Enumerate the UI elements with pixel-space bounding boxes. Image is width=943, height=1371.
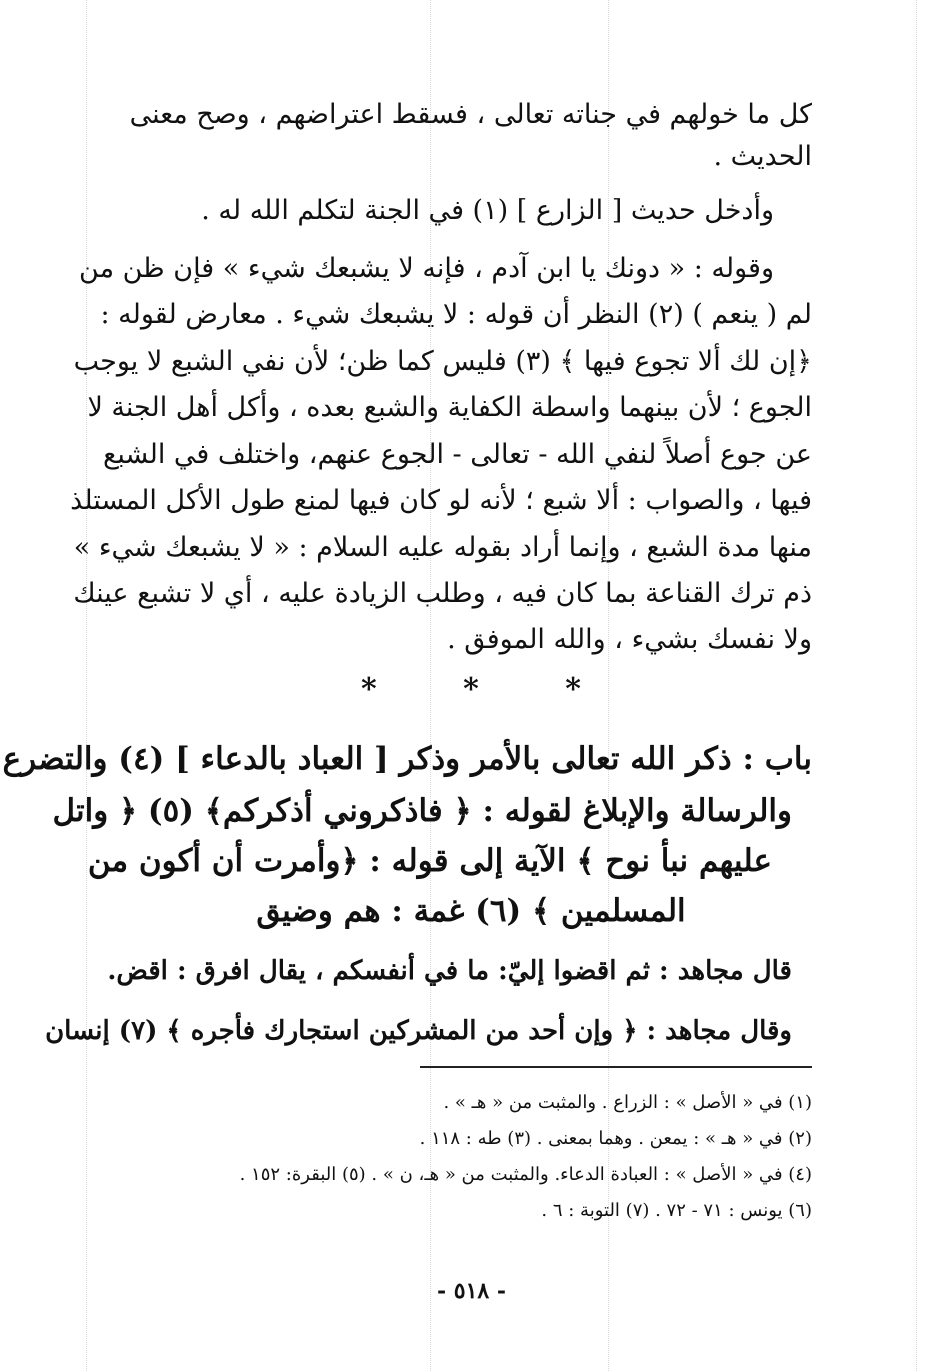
body-line: ﴿إن لك ألا تجوع فيها ﴾ (٣) فليس كما ظن؛ لأن نفي الشبع لا يوجب [73,346,812,377]
chapter-heading-line: باب : ذكر الله تعالى بالأمر وذكر [ العباد بالدعاء ] (٤) والتضرع [2,741,812,777]
body-line: منها مدة الشبع ، وإنما أراد بقوله عليه السلام : « لا يشبعك شيء » [73,532,812,563]
body-line: الجوع ؛ لأن بينهما واسطة الكفاية والشبع بعده ، وأكل أهل الجنة لا [87,392,812,423]
subheading-line: قال مجاهد : ثم اقضوا إليّ: ما في أنفسكم ، يقال افرق : اقض. [107,956,792,986]
footnote: (٦) يونس : ٧١ - ٧٢ . (٧) التوبة : ٦ . [541,1200,812,1221]
body-line: فيها ، والصواب : ألا شبع ؛ لأنه لو كان فيها لمنع طول الأكل المستلذ [70,485,812,516]
body-line: عن جوع أصلاً لنفي الله - تعالى - الجوع عنهم، واختلف في الشبع [103,439,812,470]
chapter-heading-line: المسلمين ﴾ (٦) غمة : هم وضيق [256,893,686,929]
star-ornament: * [360,672,377,707]
chapter-heading-line: والرسالة والإبلاغ لقوله : ﴿ فاذكروني أذكركم﴾ (٥) ﴿ واتل [52,793,792,829]
scan-guide-line [916,0,917,1371]
body-line: كل ما خولهم في جناته تعالى ، فسقط اعتراضهم ، وصح معنى [129,99,812,130]
body-line: وقوله : « دونك يا ابن آدم ، فإنه لا يشبعك شيء » فإن ظن من [79,253,774,284]
scan-guide-line [86,0,87,1371]
star-ornament: * [565,672,581,707]
body-line: الحديث . [713,141,812,172]
footnote: (٤) في « الأصل » : العبادة الدعاء. والمثبت من « هـ، ن » . (٥) البقرة: ١٥٢ . [239,1164,812,1185]
body-line: وأدخل حديث [ الزارع ] (١) في الجنة لتكلم الله له . [201,195,774,226]
footnote-separator [420,1066,812,1068]
footnote: (٢) في « هـ » : يمعن . وهما بمعنى . (٣) طه : ١١٨ . [419,1128,812,1149]
section-separator [130,672,812,707]
chapter-heading-line: عليهم نبأ نوح ﴾ الآية إلى قوله : ﴿وأمرت أن أكون من [87,843,772,879]
page-number: - ٥١٨ - [436,1278,507,1304]
star-ornament: * [463,672,479,707]
body-line: ذم ترك القناعة بما كان فيه ، وطلب الزيادة عليه ، أي لا تشبع عينك [73,578,812,609]
body-line: ولا نفسك بشيء ، والله الموفق . [447,624,812,655]
subheading-line: وقال مجاهد : ﴿ وإن أحد من المشركين استجارك فأجره ﴾ (٧) إنسان [45,1016,792,1046]
footnote: (١) في « الأصل » : الزراع . والمثبت من « هـ » . [443,1092,812,1113]
body-line: لم ( ينعم ) (٢) النظر أن قوله : لا يشبعك شيء . معارض لقوله : [100,299,812,330]
